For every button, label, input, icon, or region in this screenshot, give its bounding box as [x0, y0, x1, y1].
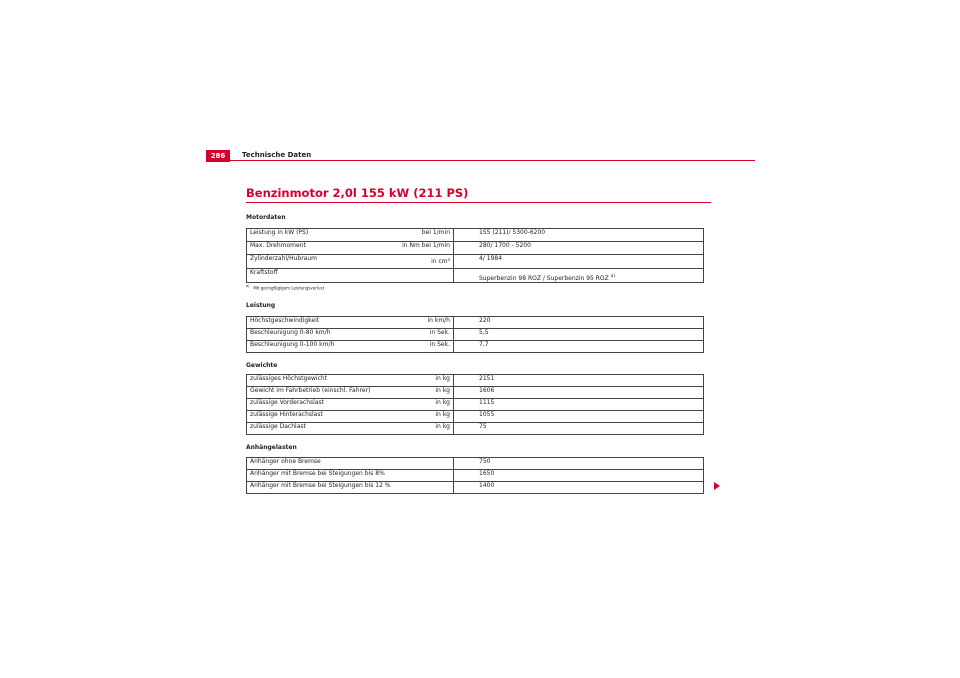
row-label: zulässige Dachlast — [250, 423, 306, 430]
row-label: Anhänger ohne Bremse — [247, 458, 454, 470]
row-label-cell — [247, 242, 454, 255]
table-row — [247, 470, 704, 482]
row-unit: in Sek. — [429, 329, 450, 336]
row-value: 280/ 1700 - 5200 — [454, 242, 704, 255]
row-label-cell — [247, 399, 454, 411]
gewichte-table — [246, 374, 704, 435]
row-value: 5,5 — [454, 329, 704, 341]
gewichte-heading: Gewichte — [246, 362, 278, 369]
table-row — [247, 399, 704, 411]
row-unit: in cm³ — [431, 258, 450, 265]
table-row — [247, 458, 704, 470]
row-label-cell — [247, 229, 454, 242]
row-unit: in kg — [435, 387, 450, 394]
section-title: Technische Daten — [242, 151, 312, 159]
row-value: 2151 — [454, 375, 704, 387]
row-unit: in kg — [435, 423, 450, 430]
footnote-text: Mit geringfügigem Leistungsverlust — [253, 285, 325, 291]
table-row — [247, 229, 704, 242]
row-value: 1650 — [454, 470, 704, 482]
row-unit: bei 1/min — [421, 229, 450, 236]
table-row — [247, 242, 704, 255]
leistung-table — [246, 316, 704, 353]
row-label: Gewicht im Fahrbetrieb (einschl. Fahrer) — [250, 387, 371, 394]
page-title: Benzinmotor 2,0l 155 kW (211 PS) — [246, 186, 469, 200]
footnote — [246, 284, 324, 290]
row-unit: in kg — [435, 375, 450, 382]
row-label: Beschleunigung 0-80 km/h — [250, 329, 331, 336]
page-number: 286 — [206, 150, 230, 162]
row-value: 75 — [454, 423, 704, 435]
row-value: 4/ 1984 — [454, 255, 704, 269]
row-label-cell — [247, 423, 454, 435]
table-row — [247, 423, 704, 435]
row-label-cell — [247, 317, 454, 329]
page-header — [206, 150, 755, 162]
row-unit: in km/h — [427, 317, 450, 324]
row-value: 7,7 — [454, 341, 704, 353]
anhaenge-table — [246, 457, 704, 494]
table-row — [247, 317, 704, 329]
row-label: Anhänger mit Bremse bei Steigungen bis 12 % — [247, 482, 454, 494]
footnote-ref: a) — [610, 274, 616, 279]
row-label-cell — [247, 375, 454, 387]
title-divider — [246, 202, 711, 203]
table-row — [247, 482, 704, 494]
row-value: 220 — [454, 317, 704, 329]
row-unit: in kg — [435, 411, 450, 418]
row-unit: in Nm bei 1/min — [402, 242, 450, 249]
header-divider — [206, 160, 755, 161]
row-label-cell — [247, 387, 454, 399]
row-value: Superbenzin 98 ROZ / Superbenzin 95 ROZ — [479, 275, 609, 282]
table-row — [247, 387, 704, 399]
row-label-cell — [247, 329, 454, 341]
table-row — [247, 329, 704, 341]
row-label-cell — [247, 411, 454, 423]
row-value: 1606 — [454, 387, 704, 399]
row-label: zulässige Vorderachslast — [250, 399, 324, 406]
table-row — [247, 269, 704, 283]
row-value: 155 (211)/ 5300-6200 — [454, 229, 704, 242]
row-value: 1115 — [454, 399, 704, 411]
row-value: 1055 — [454, 411, 704, 423]
row-value-cell — [454, 269, 704, 283]
row-label: zulässige Hinterachslast — [250, 411, 323, 418]
motor-heading: Motordaten — [246, 214, 286, 221]
row-label: Leistung in kW (PS) — [250, 229, 309, 236]
row-label-cell — [247, 341, 454, 353]
row-label-cell — [247, 255, 454, 269]
row-unit: in kg — [435, 399, 450, 406]
row-value: 750 — [454, 458, 704, 470]
row-label: Beschleunigung 0-100 km/h — [250, 341, 335, 348]
table-row — [247, 375, 704, 387]
row-value: 1400 — [454, 482, 704, 494]
leistung-heading: Leistung — [246, 302, 276, 309]
footnote-mark: a) — [246, 284, 250, 288]
table-row — [247, 411, 704, 423]
row-label: Anhänger mit Bremse bei Steigungen bis 8% — [247, 470, 454, 482]
row-label: Höchstgeschwindigkeit — [250, 317, 320, 324]
motor-table — [246, 228, 704, 283]
anhaenge-heading: Anhängelasten — [246, 444, 297, 451]
row-label: Zylinderzahl/Hubraum — [250, 255, 317, 262]
row-label: zulässiges Höchstgewicht — [250, 375, 328, 382]
row-label: Kraftstoff — [250, 269, 278, 276]
row-label-cell — [247, 269, 454, 283]
arrow-right-icon[interactable] — [714, 482, 720, 490]
row-unit: in Sek. — [429, 341, 450, 348]
table-row — [247, 341, 704, 353]
row-label: Max. Drehmoment — [250, 242, 306, 249]
table-row — [247, 255, 704, 269]
